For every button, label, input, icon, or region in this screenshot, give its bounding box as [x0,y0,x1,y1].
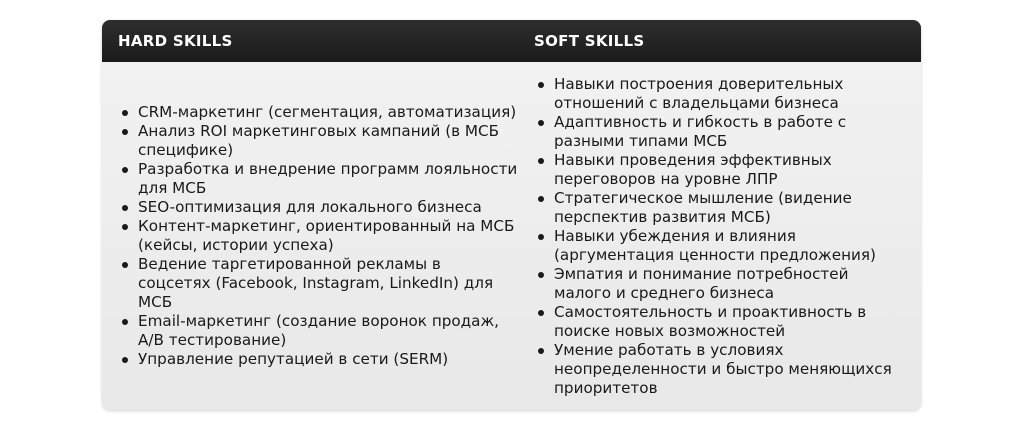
list-item: Стратегическое мышление (видение перспектив развития МСБ) [534,189,904,227]
list-item: SEO-оптимизация для локального бизнеса [118,198,518,217]
soft-skills-column [534,62,904,410]
soft-skills-list [534,75,904,398]
list-item: Контент-маркетинг, ориентированный на МСБ (кейсы, истории успеха) [118,217,518,255]
hard-skills-list [118,103,518,369]
list-item: Ведение таргетированной рекламы в соцсетях (Facebook, Instagram, LinkedIn) для МСБ [118,255,518,312]
list-item: Умение работать в условиях неопределенности и быстро меняющихся приоритетов [534,341,904,398]
list-item: Адаптивность и гибкость в работе с разными типами МСБ [534,113,904,151]
header-soft-skills: SOFT SKILLS [534,32,645,50]
list-item: CRM-маркетинг (сегментация, автоматизация) [118,103,518,122]
list-item: Самостоятельность и проактивность в поиске новых возможностей [534,303,904,341]
skills-table [102,20,921,410]
list-item: Навыки проведения эффективных переговоров на уровне ЛПР [534,151,904,189]
header-hard-skills: HARD SKILLS [118,32,233,50]
list-item: Навыки убеждения и влияния (аргументация ценности предложения) [534,227,904,265]
list-item: Разработка и внедрение программ лояльности для МСБ [118,160,518,198]
table-body [102,62,921,410]
hard-skills-column [118,62,518,410]
table-header [102,20,921,62]
list-item: Управление репутацией в сети (SERM) [118,350,518,369]
list-item: Анализ ROI маркетинговых кампаний (в МСБ специфике) [118,122,518,160]
list-item: Эмпатия и понимание потребностей малого и среднего бизнеса [534,265,904,303]
list-item: Email-маркетинг (создание воронок продаж, A/B тестирование) [118,312,518,350]
list-item: Навыки построения доверительных отношений с владельцами бизнеса [534,75,904,113]
